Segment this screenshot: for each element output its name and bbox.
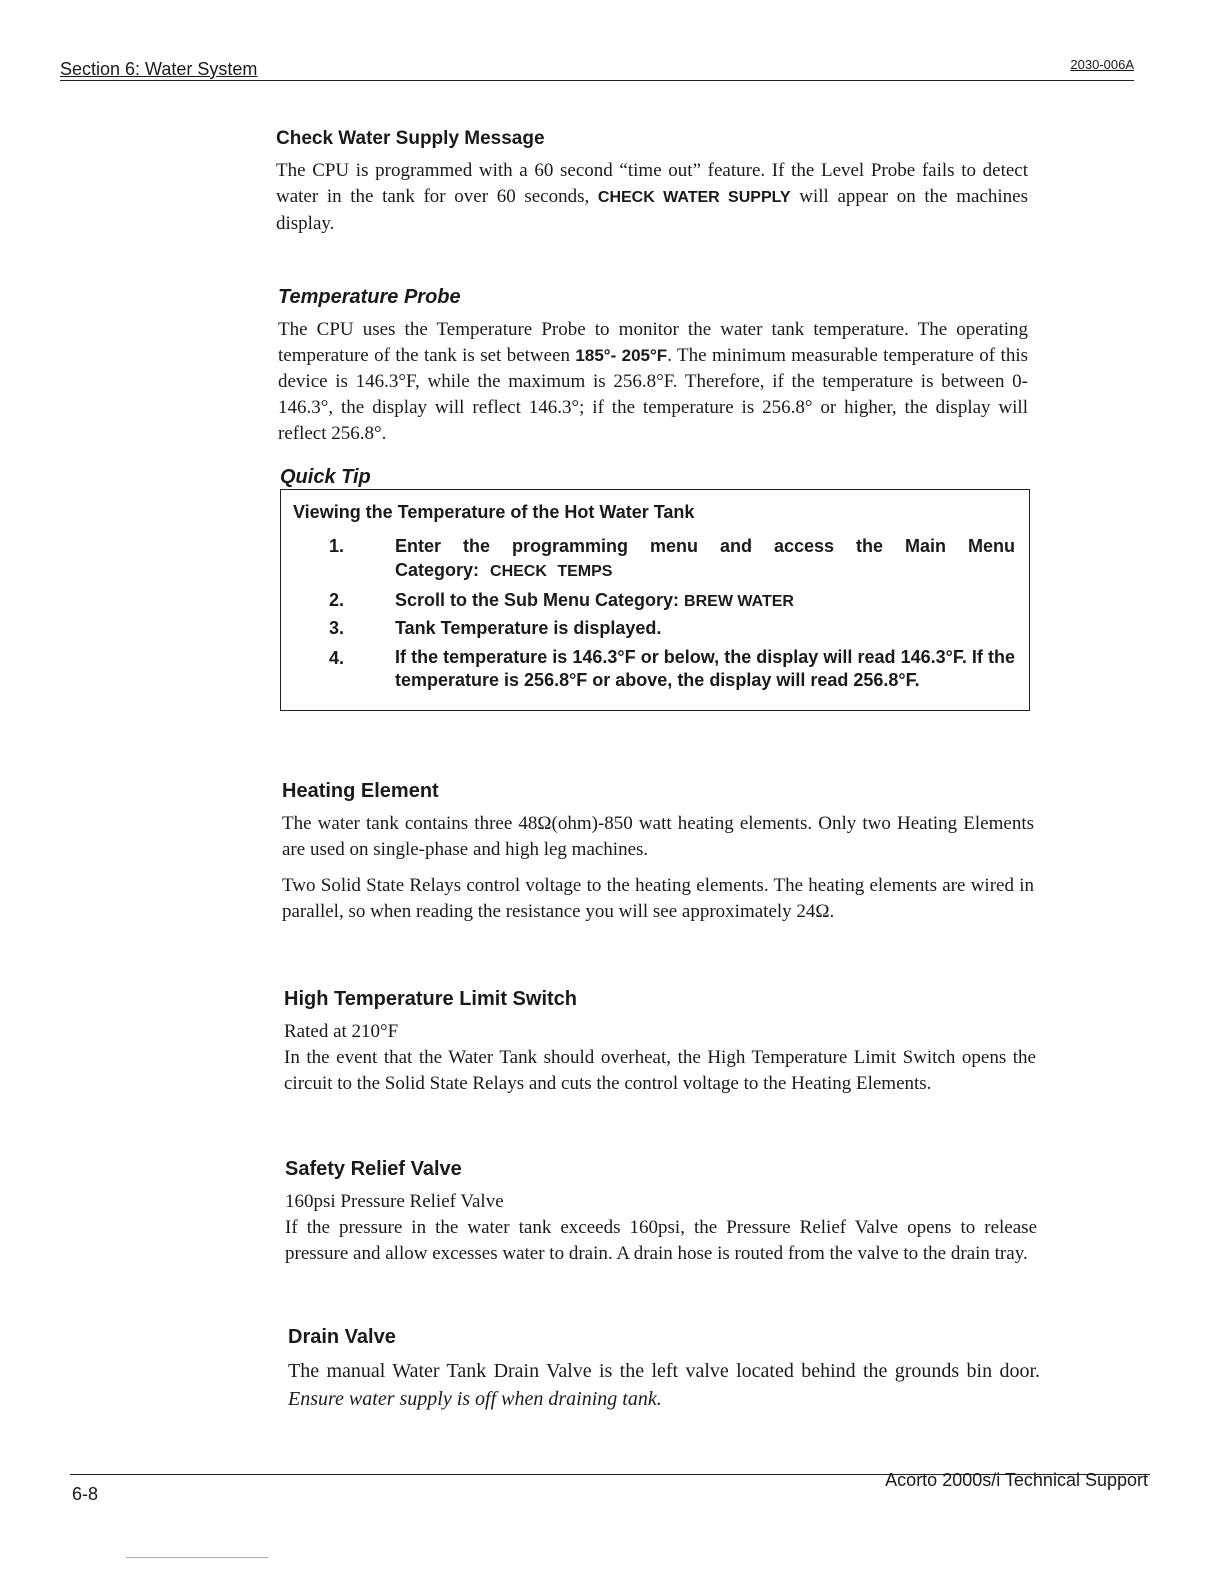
heating-element-body xyxy=(282,811,1034,925)
temperature-probe-text-before: The CPU uses the Temperature Probe to monitor the water tank temperature. The operating temperature of the tank is set between xyxy=(278,319,1028,366)
tip-step-value: BREW WATER xyxy=(684,593,794,610)
check-water-text-before: The CPU is programmed with a 60 second “time out” feature. If the Level Probe fails to detect water in the tank for over 60 seconds, xyxy=(276,160,1028,207)
drain-valve-text: The manual Water Tank Drain Valve is the left valve located behind the grounds bin door. xyxy=(288,1360,1040,1382)
tip-step xyxy=(329,534,1015,584)
check-water-section xyxy=(276,128,1028,237)
tip-step xyxy=(329,588,1015,614)
quick-tip-box xyxy=(280,489,1030,711)
safety-relief-valve-heading: Safety Relief Valve xyxy=(285,1158,462,1180)
high-temp-description: In the event that the Water Tank should overheat, the High Temperature Limit Switch opens the circuit to the Solid State Relays and cuts the control voltage to the Heating Elements. xyxy=(284,1047,1036,1094)
high-temp-rating: Rated at 210°F xyxy=(284,1021,399,1042)
drain-valve-body xyxy=(288,1357,1040,1413)
document-number: 2030-006A xyxy=(1070,57,1134,72)
high-temp-switch-body xyxy=(284,1019,1036,1097)
page-header xyxy=(60,52,1134,81)
footer-title: Acorto 2000s/i Technical Support xyxy=(885,1470,1148,1490)
drain-valve-heading: Drain Valve xyxy=(288,1326,396,1348)
tip-step-text: If the temperature is 146.3°F or below, the display will read 146.3°F. If the temperature is 256.8°F or above, the display will read 256.8°F. xyxy=(395,647,1015,690)
heating-element-paragraph: The water tank contains three 48Ω(ohm)-850 watt heating elements. Only two Heating Elements are used on single-phase and high leg machines. xyxy=(282,813,1034,860)
safety-relief-valve-body xyxy=(285,1189,1037,1267)
safety-valve-description: If the pressure in the water tank exceeds 160psi, the Pressure Relief Valve opens to release pressure and allow excesses water to drain. A drain hose is routed from the valve to the drain tray. xyxy=(285,1217,1037,1264)
safety-relief-valve-section xyxy=(285,1158,1037,1267)
tip-step-value: CHECK TEMPS xyxy=(490,563,613,580)
check-water-text-after: will appear on the machines display. xyxy=(276,186,1028,234)
heating-element-heading: Heating Element xyxy=(282,780,439,802)
quick-tip-heading: Quick Tip xyxy=(280,466,371,488)
tip-step-text: Tank Temperature is displayed. xyxy=(395,618,662,638)
tip-step-text: Enter the programming menu and access the Main Menu Category: xyxy=(395,536,1015,580)
heating-element-paragraph: Two Solid State Relays control voltage to the heating elements. The heating elements are wired in parallel, so when reading the resistance you will see approximately 24Ω. xyxy=(282,875,1034,922)
quick-tip-title: Viewing the Temperature of the Hot Water Tank xyxy=(293,502,695,522)
temperature-probe-section xyxy=(278,286,1028,447)
tip-step-text: Scroll to the Sub Menu Category: xyxy=(395,590,685,610)
drain-valve-section xyxy=(288,1326,1040,1413)
tip-step-number: 1. xyxy=(329,536,345,556)
tip-step xyxy=(329,616,1015,640)
operating-temperature-range: 185°- 205°F xyxy=(575,346,668,365)
scan-artifact-line xyxy=(126,1557,268,1558)
high-temp-switch-section xyxy=(284,988,1036,1097)
section-title: Section 6: Water System xyxy=(60,59,258,79)
check-water-heading: Check Water Supply Message xyxy=(276,128,545,149)
tip-step-number: 3. xyxy=(329,618,345,638)
check-water-message: CHECK WATER SUPPLY xyxy=(597,189,791,206)
tip-step xyxy=(329,646,1015,692)
page-number: 6-8 xyxy=(72,1484,99,1504)
temperature-probe-body xyxy=(278,317,1028,447)
high-temp-switch-heading: High Temperature Limit Switch xyxy=(284,988,577,1010)
drain-valve-note: Ensure water supply is off when draining tank. xyxy=(288,1388,662,1410)
heating-element-section xyxy=(282,780,1034,925)
temperature-probe-text-after: . The minimum measurable temperature of this device is 146.3°F, while the maximum is 256.8°F. Therefore, if the temperature is between 0-146.3°, the display will reflect 146.3°; if the temperature is 256.8° or higher, the display will reflect 256.8°. xyxy=(278,345,1028,444)
temperature-probe-heading: Temperature Probe xyxy=(278,286,461,308)
tip-step-number: 2. xyxy=(329,590,345,610)
safety-valve-rating: 160psi Pressure Relief Valve xyxy=(285,1191,504,1212)
check-water-body xyxy=(276,158,1028,237)
tip-step-number: 4. xyxy=(329,648,345,668)
